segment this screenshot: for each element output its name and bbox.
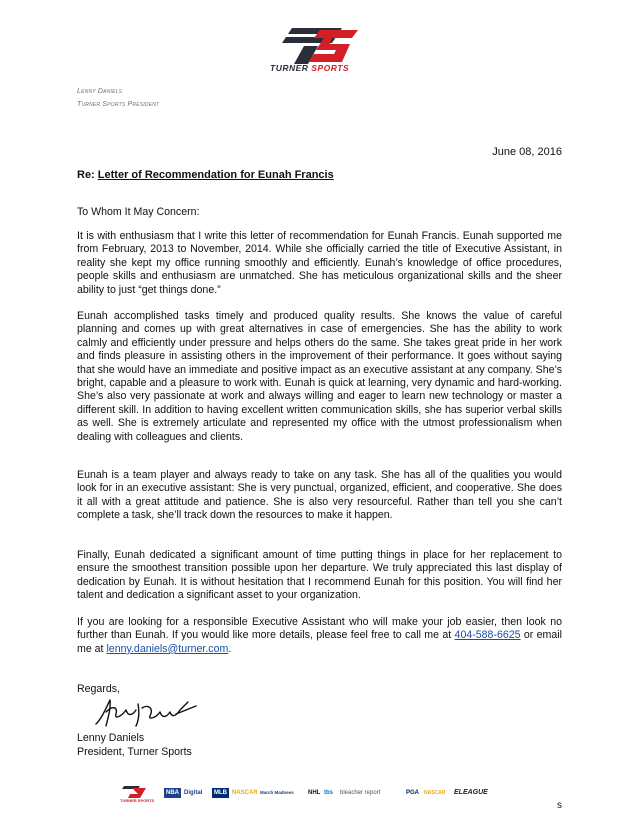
subject-text: Letter of Recommendation for Eunah Francis [97, 169, 334, 181]
contact-text-2: or email me at [77, 629, 562, 655]
footer-brand-2: Digital [184, 790, 203, 796]
footer-brand-5: March Madness [260, 790, 294, 795]
footer-brand-9: PGA [406, 790, 420, 796]
footer-brand-8: bleacher report [340, 790, 381, 796]
paragraph-3: Eunah is a team player and always ready to take on any task. She has all of the qualities you would look for in an executive assistant: She is very punctual, organized, efficient, and cooperative. She does it all with a great attitude and patience. She is also very resourceful. Rather than tell you she can’t complete a task, she’ll track down the resources to make it happen. [77, 469, 562, 522]
contact-text-3: . [228, 642, 232, 655]
signer-name: Lenny Daniels [77, 732, 145, 744]
footer-brand-1: NBA [166, 790, 179, 796]
footer-brand-3: MLB [214, 790, 227, 796]
subject-prefix: Re: [77, 169, 95, 181]
logo-wordmark [270, 63, 380, 73]
footer-brand-strip [118, 784, 498, 804]
signer-title: President, Turner Sports [77, 746, 192, 758]
paragraph-1: It is with enthusiasm that I write this letter of recommendation for Eunah Francis. Eunah supported me from February, 2013 to November, 2014. While she officially carried the title of Executive Assistant, in reality she kept my office running smoothly and efficiently. Eunah’s knowledge of office procedures, people skills and enthusiasm are unmatched. She has meticulous organizational skills and the sheer ability to just “get things done.” [77, 230, 562, 296]
handwritten-signature [92, 694, 202, 730]
footer-brand-10: NASCAR [424, 790, 446, 796]
letter-date: June 08, 2016 [492, 146, 562, 158]
footer-brand-0: TURNER SPORTS [120, 798, 155, 803]
email-link[interactable]: lenny.daniels@turner.com [106, 642, 229, 655]
footer-brand-11: ELEAGUE [454, 789, 488, 796]
closing: Regards, [77, 683, 120, 695]
footer-brand-4: NASCAR [232, 790, 258, 796]
sender-title: Turner Sports President [77, 101, 160, 108]
contact-paragraph [77, 616, 562, 656]
footer-mark: s [557, 800, 562, 811]
sender-name: Lenny Daniels [77, 88, 123, 95]
logo-word-sports: SPORTS [311, 63, 350, 73]
footer-brand-7: tbs [324, 790, 333, 796]
footer-brand-6: NHL [308, 790, 321, 796]
phone-link[interactable]: 404-588-6625 [454, 629, 521, 642]
contact-text-1: If you are looking for a responsible Executive Assistant who will make your job easier, then look no further than Eunah. If you would like more details, please feel free to call me at [77, 616, 562, 642]
salutation: To Whom It May Concern: [77, 206, 200, 218]
paragraph-4: Finally, Eunah dedicated a significant amount of time putting things in place for her replacement to ensure the smoothest transition possible upon her departure. We truly appreciated this last display of dedication by Eunah. It is without hesitation that I recommend Eunah for this position. You will find her talent and dedication a significant asset to your organization. [77, 549, 562, 602]
subject-line [77, 169, 334, 181]
paragraph-2: Eunah accomplished tasks timely and produced quality results. She knows the value of careful planning and comes up with great alternatives in case of emergencies. She has the ability to work calmly and efficiently under pressure and helps others do the same. She takes great pride in her work and finds pleasure in assisting others in the improvement of their performance. It goes without saying that she would have an immediate and positive impact as an executive assistant at any company. She’s bright, capable and a pleasure to work with. Eunah is quick at learning, very dynamic and hard-working. She’s also very passionate at work and always willing and eager to learn new technology or master a different skill. In addition to having excellent written communication skills, she has superior verbal skills as well. She is extremely articulate and represented my office with the utmost professionalism when dealing with colleagues and clients. [77, 310, 562, 443]
logo-word-turner: TURNER [270, 63, 309, 73]
